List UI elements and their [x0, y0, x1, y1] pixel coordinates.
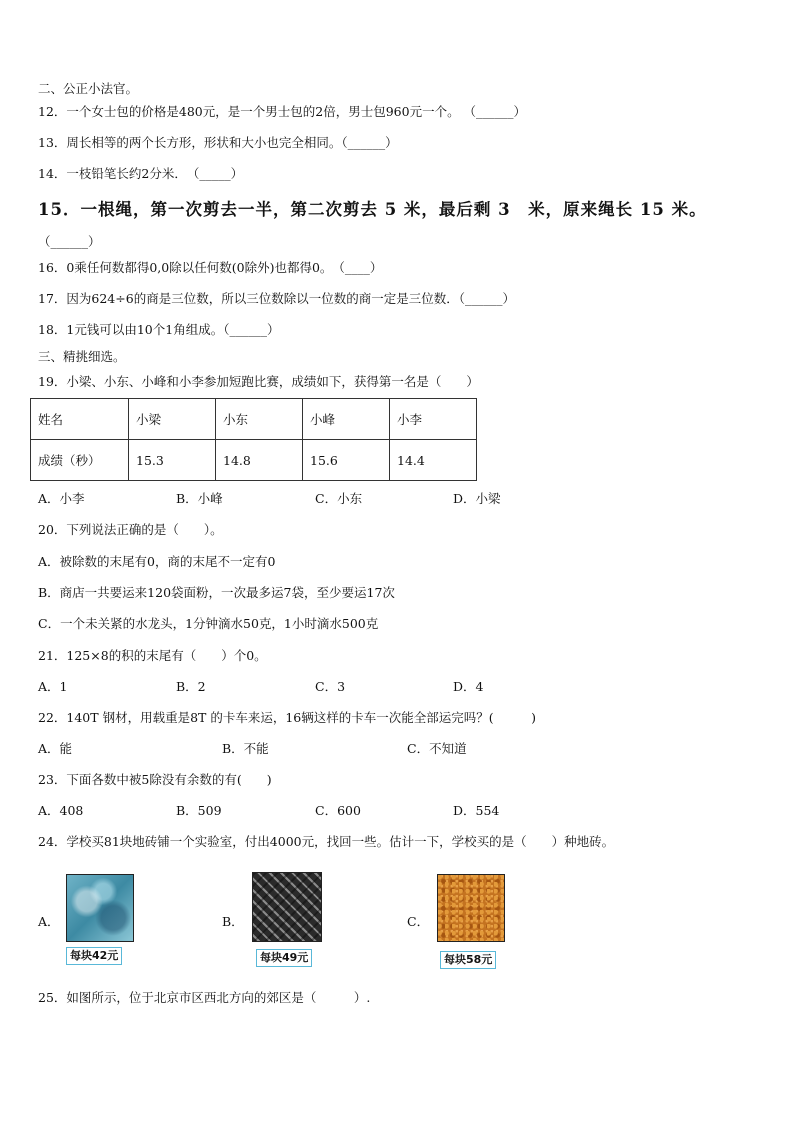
table-cell: 14.8 — [216, 440, 303, 481]
table-cell: 小梁 — [129, 399, 216, 440]
q20-option-b[interactable]: B．商店一共要运来120袋面粉，一次最多运7袋，至少要运17次 — [38, 585, 395, 600]
table-cell: 小李 — [390, 399, 477, 440]
question-20: 20．下列说法正确的是（ ）。 — [38, 522, 223, 537]
table-cell: 14.4 — [390, 440, 477, 481]
table-cell: 姓名 — [31, 399, 129, 440]
table-cell: 15.6 — [303, 440, 390, 481]
tile-label-c: C． — [407, 914, 430, 929]
question-17: 17．因为624÷6的商是三位数，所以三位数除以一位数的商一定是三位数．（______） — [38, 291, 515, 306]
table-row — [31, 399, 477, 440]
q21-option-b[interactable]: B．2 — [176, 679, 206, 694]
q19-option-a[interactable]: A．小李 — [38, 491, 85, 506]
question-16: 16．0乘任何数都得0,0除以任何数(0除外)也都得0。 （____） — [38, 260, 383, 275]
section-heading-3: 三、精挑细选。 — [38, 349, 126, 364]
table-cell: 小峰 — [303, 399, 390, 440]
q22-option-b[interactable]: B．不能 — [222, 741, 269, 756]
question-15-blank: （______） — [38, 234, 101, 249]
question-12: 12．一个女士包的价格是480元，是一个男士包的2倍，男士包960元一个。 （______） — [38, 104, 527, 119]
q23-option-a[interactable]: A．408 — [38, 803, 84, 818]
tile-image-c — [437, 874, 505, 942]
question-15: 15．一根绳，第一次剪去一半，第二次剪去 5 米，最后剩 3 米，原来绳长 15 米。 — [38, 200, 707, 219]
section-heading-2: 二、公正小法官。 — [38, 81, 139, 96]
q22-option-c[interactable]: C．不知道 — [407, 741, 467, 756]
tile-image-a — [66, 874, 134, 942]
question-18: 18．1元钱可以由10个1角组成。（______） — [38, 322, 280, 337]
q20-option-a[interactable]: A．被除数的末尾有0，商的末尾不一定有0 — [38, 554, 276, 569]
q20-option-c[interactable]: C．一个未关紧的水龙头，1分钟滴水50克，1小时滴水500克 — [38, 616, 379, 631]
price-tag-b: 每块49元 — [256, 949, 312, 967]
q23-option-d[interactable]: D．554 — [453, 803, 500, 818]
question-13: 13．周长相等的两个长方形，形状和大小也完全相同。（______） — [38, 135, 398, 150]
q21-option-a[interactable]: A．1 — [38, 679, 68, 694]
table-cell: 小东 — [216, 399, 303, 440]
q21-option-c[interactable]: C．3 — [315, 679, 346, 694]
tile-label-a: A． — [38, 914, 60, 929]
question-19: 19．小梁、小东、小峰和小李参加短跑比赛，成绩如下，获得第一名是（ ） — [38, 374, 479, 389]
question-23: 23．下面各数中被5除没有余数的有( ) — [38, 772, 272, 787]
tile-image-b — [252, 872, 322, 942]
score-table — [30, 398, 477, 481]
q21-option-d[interactable]: D．4 — [453, 679, 484, 694]
question-24: 24．学校买81块地砖铺一个实验室，付出4000元，找回一些。估计一下，学校买的是（ ）种地砖。 — [38, 834, 615, 849]
question-22: 22．140T 钢材，用载重是8T 的卡车来运，16辆这样的卡车一次能全部运完吗？( ) — [38, 710, 536, 725]
question-21: 21．125×8的积的末尾有（ ）个0。 — [38, 648, 267, 663]
table-cell: 15.3 — [129, 440, 216, 481]
q22-option-a[interactable]: A．能 — [38, 741, 73, 756]
table-cell: 成绩（秒） — [31, 440, 129, 481]
price-tag-c: 每块58元 — [440, 951, 496, 969]
question-14: 14．一枝铅笔长约2分米． （_____） — [38, 166, 244, 181]
table-row — [31, 440, 477, 481]
q19-option-b[interactable]: B．小峰 — [176, 491, 223, 506]
question-25: 25．如图所示，位于北京市区西北方向的郊区是（ ）. — [38, 990, 371, 1005]
q23-option-c[interactable]: C．600 — [315, 803, 361, 818]
q19-option-c[interactable]: C．小东 — [315, 491, 363, 506]
tile-label-b: B． — [222, 914, 244, 929]
price-tag-a: 每块42元 — [66, 947, 122, 965]
q23-option-b[interactable]: B．509 — [176, 803, 222, 818]
q19-option-d[interactable]: D．小梁 — [453, 491, 501, 506]
